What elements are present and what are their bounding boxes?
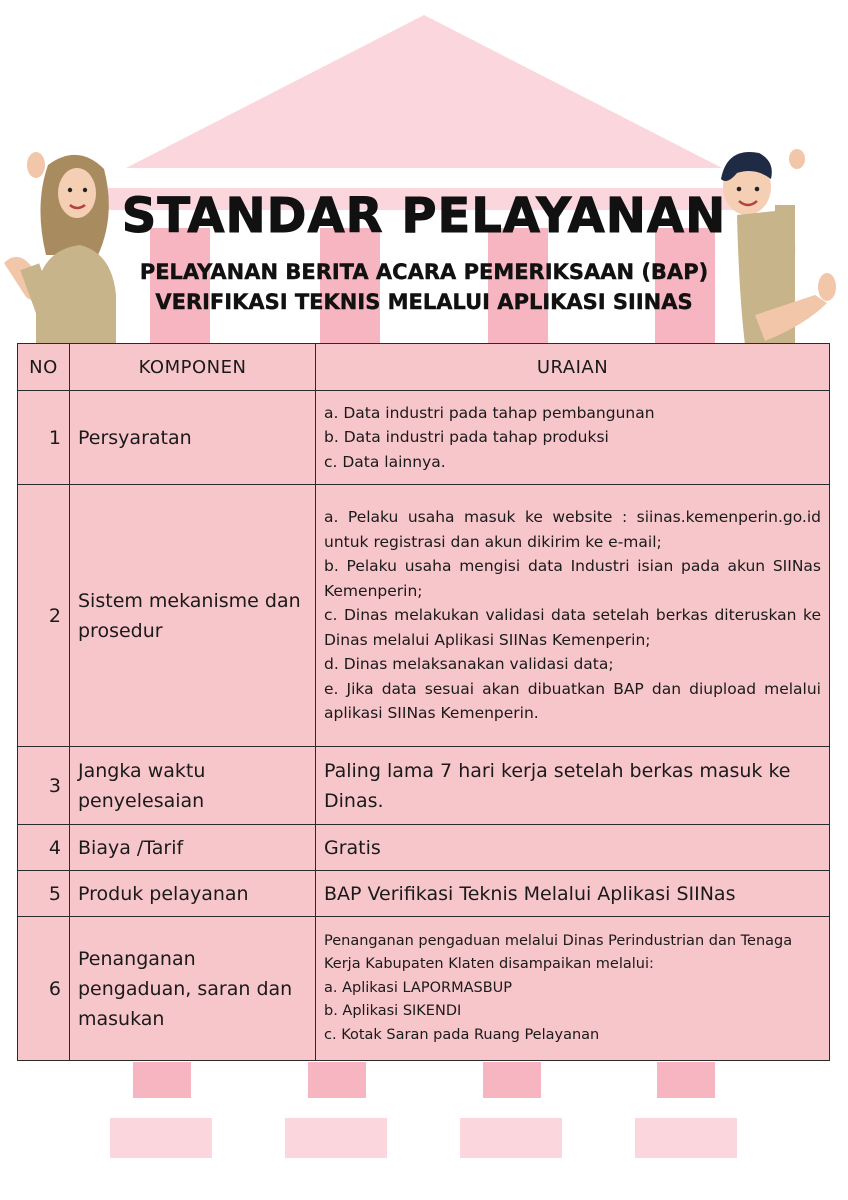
column-base xyxy=(110,1118,212,1158)
column-base xyxy=(460,1118,562,1158)
uraian-line: e. Jika data sesuai akan dibuatkan BAP dan diupload melalui aplikasi SIINas Kemenperin. xyxy=(324,679,821,723)
table-row xyxy=(18,871,830,917)
column-base xyxy=(635,1118,737,1158)
row-komponen: Penanganan pengaduan, saran dan masukan xyxy=(70,917,316,1061)
uraian-line: b. Pelaku usaha mengisi data Industri isian pada akun SIINas Kemenperin; xyxy=(324,557,821,600)
woman-character-illustration xyxy=(0,145,120,345)
row-komponen: Produk pelayanan xyxy=(70,871,316,917)
page-title: STANDAR PELAYANAN xyxy=(121,188,727,244)
roof-triangle xyxy=(126,15,722,168)
uraian-line: c. Kotak Saran pada Ruang Pelayanan xyxy=(324,1026,600,1043)
uraian-line: a. Data industri pada tahap pembangunan xyxy=(324,403,655,422)
header-komponen: KOMPONEN xyxy=(70,344,316,391)
column-bottom xyxy=(133,1062,191,1098)
column-top xyxy=(488,228,548,343)
uraian-line: a. Aplikasi LAPORMASBUP xyxy=(324,979,513,996)
uraian-line: c. Dinas melakukan validasi data setelah berkas diteruskan ke Dinas melalui Aplikasi SIINas Kemenperin; xyxy=(324,606,821,649)
uraian-line: BAP Verifikasi Teknis Melalui Aplikasi SIINas xyxy=(324,882,736,905)
column-bottom xyxy=(483,1062,541,1098)
uraian-line: a. Pelaku usaha masuk ke website : siinas.kemenperin.go.id untuk registrasi dan akun dikirim ke e-mail; xyxy=(324,508,821,551)
header-no: NO xyxy=(18,344,70,391)
row-uraian xyxy=(316,871,830,917)
column-top xyxy=(150,228,210,343)
table-row xyxy=(18,917,830,1061)
uraian-line: Penanganan pengaduan melalui Dinas Perindustrian dan Tenaga Kerja Kabupaten Klaten disampaikan melalui: xyxy=(324,932,793,973)
man-character-illustration xyxy=(715,145,848,345)
uraian-line: b. Data industri pada tahap produksi xyxy=(324,428,609,447)
row-number: 1 xyxy=(18,391,70,485)
uraian-line: c. Data lainnya. xyxy=(324,452,446,471)
column-base xyxy=(285,1118,387,1158)
table-header-row xyxy=(18,344,830,391)
row-number: 4 xyxy=(18,825,70,871)
uraian-line: Paling lama 7 hari kerja setelah berkas masuk ke Dinas. xyxy=(324,759,791,812)
row-uraian xyxy=(316,917,830,1061)
table-row xyxy=(18,825,830,871)
uraian-line: Gratis xyxy=(324,836,381,859)
header-uraian: URAIAN xyxy=(316,344,830,391)
row-uraian xyxy=(316,747,830,825)
row-komponen: Sistem mekanisme dan prosedur xyxy=(70,485,316,747)
table-row xyxy=(18,391,830,485)
column-bottom xyxy=(657,1062,715,1098)
uraian-line: b. Aplikasi SIKENDI xyxy=(324,1003,462,1020)
column-top xyxy=(655,228,715,343)
row-uraian xyxy=(316,391,830,485)
row-uraian xyxy=(316,825,830,871)
column-top xyxy=(320,228,380,343)
row-number: 3 xyxy=(18,747,70,825)
column-bottom xyxy=(308,1062,366,1098)
row-number: 2 xyxy=(18,485,70,747)
table-row xyxy=(18,747,830,825)
uraian-line: d. Dinas melaksanakan validasi data; xyxy=(324,655,614,674)
service-standard-table xyxy=(17,343,830,1061)
row-komponen: Jangka waktu penyelesaian xyxy=(70,747,316,825)
page-subtitle-1: PELAYANAN BERITA ACARA PEMERIKSAAN (BAP) xyxy=(139,260,709,284)
table-row xyxy=(18,485,830,747)
row-uraian xyxy=(316,485,830,747)
row-number: 6 xyxy=(18,917,70,1061)
row-komponen: Biaya /Tarif xyxy=(70,825,316,871)
row-number: 5 xyxy=(18,871,70,917)
row-komponen: Persyaratan xyxy=(70,391,316,485)
page-subtitle-2: VERIFIKASI TEKNIS MELALUI APLIKASI SIINAS xyxy=(155,290,693,314)
